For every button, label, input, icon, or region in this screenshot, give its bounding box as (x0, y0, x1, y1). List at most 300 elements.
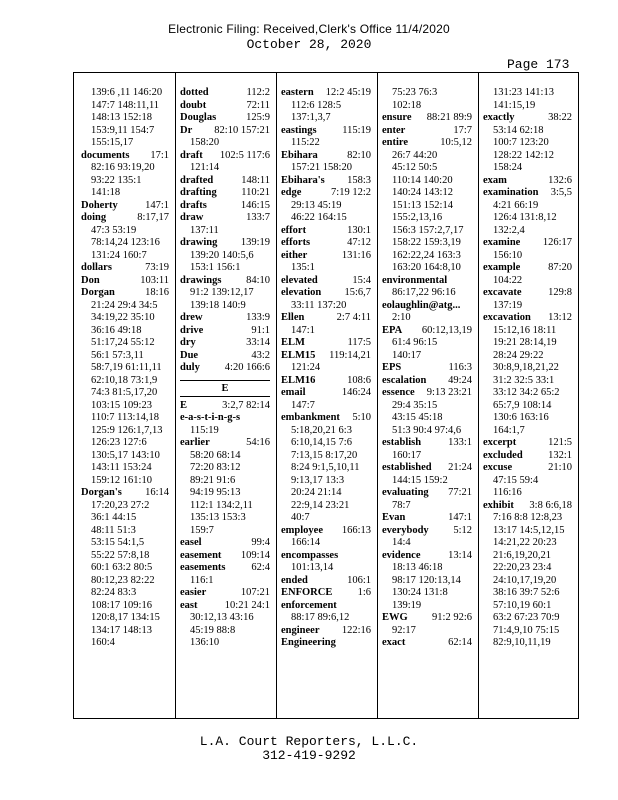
index-reference-continued: 7:13,15 8:17,20 (291, 449, 358, 461)
index-reference-continued: 86:17,22 96:16 (392, 287, 456, 298)
index-term: enforcement (281, 599, 337, 611)
index-reference-continued: 14:4 (392, 537, 411, 548)
index-term: drafted (180, 174, 214, 186)
index-reference-continued: 139:20 140:5,6 (190, 249, 254, 261)
index-entry (382, 125, 472, 138)
index-reference-continued: 141:15,19 (493, 99, 536, 111)
index-reference: 88:21 89:9 (426, 112, 472, 123)
index-entry (180, 437, 270, 450)
index-reference-continued: 148:13 152:18 (91, 112, 152, 123)
index-reference: 148:11 (241, 174, 270, 186)
index-term: Douglas (180, 112, 217, 123)
index-entry (180, 412, 270, 425)
index-entry (81, 150, 169, 163)
index-reference-continued: 33:11 137:20 (291, 299, 347, 311)
index-entry (382, 387, 472, 400)
index-term: drive (180, 324, 204, 336)
index-term: encompasses (281, 549, 339, 561)
index-reference-continued: 24:10,17,19,20 (493, 574, 557, 586)
index-entry (281, 350, 371, 363)
index-entry (180, 325, 270, 338)
index-term: evidence (382, 549, 421, 561)
index-reference: 125:9 (246, 112, 270, 123)
index-reference-continued: 36:16 49:18 (91, 324, 142, 336)
index-reference-continued: 18:13 46:18 (392, 562, 443, 573)
index-reference: 13:14 (448, 549, 472, 561)
index-reference: 47:12 (347, 237, 371, 248)
index-reference: 4:20 166:6 (224, 362, 270, 373)
index-term: EWG (382, 612, 408, 623)
index-entry (81, 200, 169, 213)
index-entry (180, 112, 270, 125)
index-reference: 116:3 (448, 362, 472, 373)
index-reference: 17:1 (150, 149, 169, 161)
index-entry (382, 275, 472, 288)
index-entry (281, 375, 371, 388)
index-term: doubt (180, 99, 207, 111)
index-reference: 3:8 6:6,18 (529, 499, 572, 511)
index-term: examination (483, 187, 539, 198)
index-reference-continued: 22:20,23 23:4 (493, 562, 552, 573)
index-reference: 72:11 (246, 99, 270, 111)
index-term: draw (180, 212, 204, 223)
index-entry (81, 275, 169, 288)
index-reference-continued: 88:17 89:6,12 (291, 612, 350, 623)
index-reference: 9:13 23:21 (426, 387, 472, 398)
index-reference-continued: 28:24 29:22 (493, 349, 544, 361)
index-reference: 115:19 (342, 124, 371, 136)
index-reference-continued: 141:18 (91, 187, 121, 198)
index-term: examine (483, 237, 521, 248)
index-reference-continued: 151:13 152:14 (392, 199, 453, 211)
index-reference-continued: 137:1,3,7 (291, 112, 331, 123)
index-term: Dr (180, 124, 193, 136)
index-term: eolaughlin@atg... (382, 299, 461, 311)
index-term: either (281, 249, 308, 261)
index-term: excavate (483, 287, 522, 298)
index-entry (281, 237, 371, 250)
index-reference-continued: 34:19,22 35:10 (91, 312, 155, 323)
index-term: exact (382, 637, 406, 648)
index-reference-continued: 130:5,17 143:10 (91, 449, 160, 461)
index-term: drawings (180, 274, 222, 286)
index-reference-continued: 33:12 34:2 65:2 (493, 387, 560, 398)
index-entry (180, 212, 270, 225)
index-reference: 122:16 (341, 624, 371, 636)
index-reference-continued: 38:16 39:7 52:6 (493, 587, 560, 598)
index-reference-continued: 93:22 135:1 (91, 174, 142, 186)
index-reference-continued: 36:1 44:15 (91, 512, 137, 523)
index-reference-continued: 156:3 157:2,7,17 (392, 224, 464, 236)
index-term: eastern (281, 87, 314, 98)
section-letter-header (180, 380, 270, 397)
index-term: dollars (81, 262, 112, 273)
index-reference: 146:15 (240, 199, 270, 211)
index-entry (281, 250, 371, 263)
index-entry (281, 625, 371, 638)
index-entry (382, 362, 472, 375)
index-reference-continued: 130:24 131:8 (392, 587, 448, 598)
index-entry (81, 287, 169, 300)
index-entry (382, 525, 472, 538)
index-reference: 126:17 (542, 237, 572, 248)
index-entry (281, 125, 371, 138)
index-term: edge (281, 187, 302, 198)
index-reference: 139:19 (240, 237, 270, 248)
index-term: Evan (382, 512, 406, 523)
index-term: exactly (483, 112, 515, 123)
index-reference-continued: 43:15 45:18 (392, 412, 443, 423)
index-entry (180, 562, 270, 575)
index-term: draft (180, 149, 203, 161)
index-reference-continued: 29:13 45:19 (291, 199, 342, 211)
index-reference-continued: 158:22 159:3,19 (392, 237, 461, 248)
index-reference-continued: 158:24 (493, 162, 523, 173)
index-reference-continued: 160:4 (91, 637, 115, 648)
index-reference-continued: 159:7 (190, 524, 214, 536)
index-reference-continued: 26:7 44:20 (392, 149, 438, 161)
index-term: exam (483, 174, 507, 186)
index-term: essence (382, 387, 415, 398)
index-reference-continued: 159:12 161:10 (91, 474, 152, 486)
index-reference-continued: 116:1 (190, 574, 214, 586)
index-reference: 146:24 (341, 387, 371, 398)
index-reference-continued: 2:10 (392, 312, 411, 323)
index-entry (180, 587, 270, 600)
index-reference-continued: 63:2 67:23 70:9 (493, 612, 560, 623)
index-term: easel (180, 537, 202, 548)
index-entry (180, 237, 270, 250)
section-letter: E (221, 382, 229, 394)
index-term: ended (281, 574, 308, 586)
index-entry (180, 275, 270, 288)
index-term: EPA (382, 324, 403, 336)
index-reference-continued: 46:22 164:15 (291, 212, 347, 223)
index-entry (180, 87, 270, 100)
index-term: environmental (382, 274, 448, 286)
index-entry (382, 375, 472, 388)
index-entry (281, 225, 371, 238)
index-entry (180, 600, 270, 613)
index-reference-continued: 104:22 (493, 274, 523, 286)
index-term: ENFORCE (281, 587, 333, 598)
index-entry (281, 550, 371, 563)
index-reference-continued: 153:9,11 154:7 (91, 124, 155, 136)
index-reference-continued: 51:3 90:4 97:4,6 (392, 424, 462, 436)
index-reference-continued: 157:21 158:20 (291, 162, 352, 173)
index-term: excerpt (483, 437, 517, 448)
index-entry (81, 262, 169, 275)
index-reference-continued: 82:9,10,11,19 (493, 637, 551, 648)
index-term: excavation (483, 312, 531, 323)
index-reference: 91:2 92:6 (432, 612, 472, 623)
index-entry (281, 412, 371, 425)
index-entry (180, 187, 270, 200)
index-term: drafts (180, 199, 207, 211)
index-reference: 54:16 (246, 437, 270, 448)
index-reference-continued: 75:23 76:3 (392, 87, 438, 98)
index-reference-continued: 155:15,17 (91, 137, 134, 148)
index-term: Don (81, 274, 100, 286)
index-term: Ebihara's (281, 174, 325, 186)
index-reference-continued: 115:22 (291, 137, 320, 148)
index-term: established (382, 462, 432, 473)
index-term: ELM15 (281, 349, 316, 361)
index-term: easements (180, 562, 226, 573)
index-term: example (483, 262, 521, 273)
index-term: effort (281, 224, 307, 236)
index-reference: 10:5,12 (440, 137, 472, 148)
index-reference-continued: 89:21 91:6 (190, 474, 236, 486)
index-entry (281, 637, 371, 650)
index-term: east (180, 599, 198, 611)
index-entry (483, 287, 572, 300)
index-reference-continued: 147:1 (291, 324, 315, 336)
index-term: Dorgan (81, 287, 115, 298)
index-reference-continued: 101:13,14 (291, 562, 334, 573)
index-reference: 158:3 (347, 174, 371, 186)
index-reference-continued: 65:7,9 108:14 (493, 399, 552, 411)
index-term: entire (382, 137, 409, 148)
index-entry (180, 312, 270, 325)
index-term: evaluating (382, 487, 429, 498)
index-reference: 82:10 157:21 (214, 124, 270, 136)
index-reference-continued: 100:7 123:20 (493, 137, 549, 148)
index-reference-continued: 71:4,9,10 75:15 (493, 624, 560, 636)
index-reference-continued: 51:17,24 55:12 (91, 337, 155, 348)
index-term: enter (382, 124, 406, 136)
index-reference-continued: 126:23 127:6 (91, 437, 147, 448)
index-entry (382, 112, 472, 125)
index-entry (281, 150, 371, 163)
index-reference-continued: 19:21 28:14,19 (493, 337, 557, 348)
index-reference: 132:6 (548, 174, 572, 186)
index-entry (180, 400, 270, 413)
index-term: escalation (382, 374, 427, 386)
index-term: easement (180, 549, 222, 561)
index-entry (382, 137, 472, 150)
index-reference-continued: 115:19 (190, 424, 219, 436)
index-term: Doherty (81, 199, 118, 211)
index-reference-continued: 94:19 95:13 (190, 487, 241, 498)
index-term: easier (180, 587, 207, 598)
index-reference-continued: 116:16 (493, 487, 522, 498)
index-term: dotted (180, 87, 209, 98)
index-reference: 73:19 (145, 262, 169, 273)
index-reference-continued: 140:17 (392, 349, 422, 361)
index-reference: 8:17,17 (137, 212, 169, 223)
index-entry (180, 362, 270, 375)
index-reference-continued: 31:2 32:5 33:1 (493, 374, 555, 386)
index-reference: 133:7 (246, 212, 270, 223)
index-reference-continued: 130:6 163:16 (493, 412, 549, 423)
index-reference-continued: 110:7 113:14,18 (91, 412, 160, 423)
index-reference: 17:7 (453, 124, 472, 136)
index-reference-continued: 136:10 (190, 637, 220, 648)
index-reference-continued: 57:10,19 60:1 (493, 599, 552, 611)
index-reference-continued: 163:20 164:8,10 (392, 262, 461, 273)
index-reference: 121:5 (548, 437, 572, 448)
column-divider (175, 73, 176, 718)
index-entry (180, 175, 270, 188)
index-reference-continued: 40:7 (291, 512, 310, 523)
index-reference: 15:6,7 (344, 287, 371, 298)
index-reference-continued: 139:6 ,11 146:20 (91, 87, 163, 98)
index-reference: 10:21 24:1 (224, 599, 270, 611)
index-term: excuse (483, 462, 513, 473)
index-entry (382, 437, 472, 450)
index-reference: 166:13 (341, 524, 371, 536)
index-reference: 147:1 (145, 199, 169, 211)
index-reference: 3:2,7 82:14 (222, 399, 270, 411)
index-term: Dorgan's (81, 487, 122, 498)
index-reference: 60:12,13,19 (421, 324, 472, 336)
index-term: efforts (281, 237, 311, 248)
index-reference-continued: 82:16 93:19,20 (91, 162, 155, 173)
index-reference-continued: 56:1 57:3,11 (91, 349, 144, 361)
index-reference: 1:6 (357, 587, 371, 598)
index-entry (281, 387, 371, 400)
index-reference-continued: 62:10,18 73:1,9 (91, 374, 158, 386)
index-reference: 119:14,21 (329, 349, 371, 361)
index-reference-continued: 102:18 (392, 99, 422, 111)
index-reference: 117:5 (347, 337, 371, 348)
column-divider (377, 73, 378, 718)
index-reference-continued: 143:11 153:24 (91, 462, 152, 473)
index-reference-continued: 103:15 109:23 (91, 399, 152, 411)
index-reference-continued: 135:13 153:3 (190, 512, 246, 523)
index-reference: 7:19 12:2 (331, 187, 371, 198)
index-reference-continued: 91:2 139:12,17 (190, 287, 254, 298)
index-reference-continued: 17:20,23 27:2 (91, 499, 150, 511)
index-entry (483, 237, 572, 250)
index-term: ELM (281, 337, 305, 348)
index-term: excluded (483, 449, 523, 461)
index-reference-continued: 92:17 (392, 624, 416, 636)
index-reference: 49:24 (448, 374, 472, 386)
index-reference: 21:10 (548, 462, 572, 473)
index-reference-continued: 45:19 88:8 (190, 624, 236, 636)
index-reference-continued: 162:22,24 163:3 (392, 249, 461, 261)
index-entry (483, 450, 572, 463)
index-column-2 (180, 87, 270, 718)
index-reference-continued: 82:24 83:3 (91, 587, 137, 598)
page-number: Page 173 (507, 57, 570, 72)
index-column-1 (81, 87, 169, 718)
index-entry (483, 175, 572, 188)
index-term: embankment (281, 412, 340, 423)
index-reference-continued: 131:24 160:7 (91, 249, 147, 261)
index-reference: 82:10 (347, 149, 371, 161)
column-divider (276, 73, 277, 718)
index-reference-continued: 108:17 109:16 (91, 599, 152, 611)
index-reference: 12:2 45:19 (325, 87, 371, 98)
index-term: establish (382, 437, 422, 448)
index-term: drafting (180, 187, 217, 198)
index-reference-continued: 30:8,9,18,21,22 (493, 362, 559, 373)
index-reference-continued: 139:18 140:9 (190, 299, 246, 311)
index-reference: 131:16 (341, 249, 371, 261)
index-reference-continued: 121:24 (291, 362, 321, 373)
index-entry (382, 550, 472, 563)
index-reference: 5:12 (453, 524, 472, 536)
index-reference-continued: 20:24 21:14 (291, 487, 342, 498)
index-term: dry (180, 337, 196, 348)
index-reference: 132:1 (548, 449, 572, 461)
index-reference-continued: 55:22 57:8,18 (91, 549, 150, 561)
index-reference-continued: 139:19 (392, 599, 422, 611)
index-reference-continued: 15:12,16 18:11 (493, 324, 557, 336)
index-term: ELM16 (281, 374, 316, 386)
index-entry (483, 462, 572, 475)
index-reference-continued: 156:10 (493, 249, 523, 261)
index-reference-continued: 72:20 83:12 (190, 462, 241, 473)
index-reference-continued: 48:11 51:3 (91, 524, 136, 536)
index-reference: 33:14 (246, 337, 270, 348)
index-reference: 103:11 (140, 274, 169, 286)
index-reference-continued: 78:7 (392, 499, 411, 511)
index-entry (281, 175, 371, 188)
index-entry (180, 200, 270, 213)
index-entry (483, 312, 572, 325)
index-reference-continued: 98:17 120:13,14 (392, 574, 461, 586)
index-reference: 129:8 (548, 287, 572, 298)
section-rule (180, 396, 270, 397)
index-reference-continued: 30:12,13 43:16 (190, 612, 254, 623)
index-term: Due (180, 349, 199, 361)
index-reference: 87:20 (548, 262, 572, 273)
index-reference-continued: 6:10,14,15 7:6 (291, 437, 352, 448)
index-entry (382, 325, 472, 338)
index-reference: 99:4 (251, 537, 270, 548)
index-reference: 43:2 (251, 349, 270, 361)
index-reference: 102:5 117:6 (219, 149, 270, 161)
index-reference: 18:16 (145, 287, 169, 298)
index-reference-continued: 29:4 35:15 (392, 399, 438, 411)
index-reference-continued: 74:3 81:5,17,20 (91, 387, 158, 398)
index-reference-continued: 4:21 66:19 (493, 199, 539, 211)
index-entry (180, 150, 270, 163)
index-entry (180, 550, 270, 563)
index-reference-continued: 60:1 63:2 80:5 (91, 562, 153, 573)
index-reference-continued: 120:8,17 134:15 (91, 612, 160, 623)
index-entry (81, 212, 169, 225)
index-reference-continued: 22:9,14 23:21 (291, 499, 350, 511)
index-reference-continued: 134:17 148:13 (91, 624, 152, 636)
index-entry (382, 462, 472, 475)
index-reference: 5:10 (352, 412, 371, 423)
index-entry (281, 312, 371, 325)
index-reference-continued: 47:15 59:4 (493, 474, 539, 486)
index-reference: 84:10 (246, 274, 270, 286)
index-entry (81, 487, 169, 500)
index-reference: 106:1 (347, 574, 371, 586)
index-entry (180, 337, 270, 350)
index-term: eastings (281, 124, 317, 136)
index-reference-continued: 160:17 (392, 449, 422, 461)
index-entry (281, 287, 371, 300)
index-term: EPS (382, 362, 402, 373)
index-reference-continued: 140:24 143:12 (392, 187, 453, 198)
index-reference-continued: 137:19 (493, 299, 523, 311)
index-reference-continued: 112:6 128:5 (291, 99, 342, 111)
index-term: Ellen (281, 312, 305, 323)
index-term: elevation (281, 287, 322, 298)
index-entry (483, 500, 572, 513)
index-entry (382, 300, 472, 313)
index-entry (483, 437, 572, 450)
index-entry (281, 600, 371, 613)
